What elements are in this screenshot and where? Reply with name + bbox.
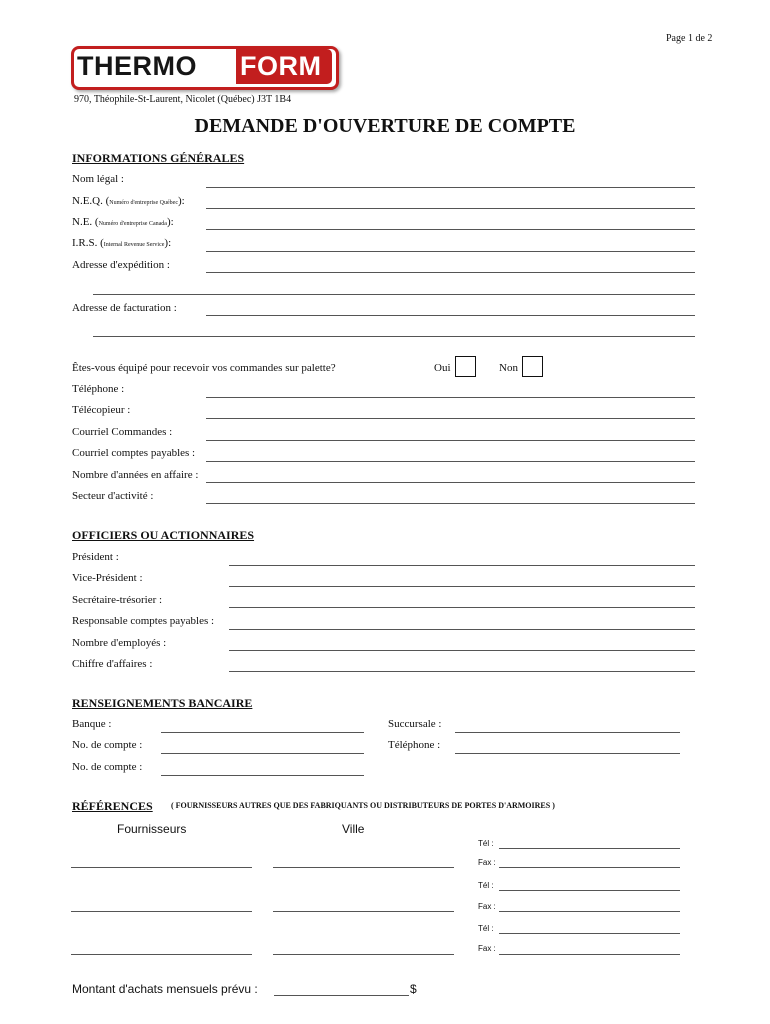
field-nombre-annees[interactable]: [206, 482, 695, 483]
label-nombre-annees: Nombre d'années en affaire :: [72, 469, 199, 481]
field-ref2-tel[interactable]: [499, 890, 680, 891]
field-vice-president[interactable]: [229, 586, 695, 587]
column-fournisseurs: Fournisseurs: [117, 822, 187, 836]
label-bank-telephone: Téléphone :: [388, 739, 441, 751]
references-note: ( FOURNISSEURS AUTRES QUE DES FABRIQUANTS OU DISTRIBUTEURS DE PORTES D'ARMOIRES ): [171, 801, 555, 810]
label-secteur: Secteur d'activité :: [72, 490, 154, 502]
field-banque[interactable]: [161, 732, 364, 733]
field-irs[interactable]: [206, 251, 695, 252]
label-adresse-expedition: Adresse d'expédition :: [72, 259, 170, 271]
field-neq[interactable]: [206, 208, 695, 209]
section-references-heading: RÉFÉRENCES: [72, 799, 153, 813]
label-ref2-tel: Tél :: [478, 881, 494, 890]
label-succursale: Succursale :: [388, 718, 442, 730]
field-telecopieur[interactable]: [206, 418, 695, 419]
section-general-heading: INFORMATIONS GÉNÉRALES: [72, 151, 245, 165]
field-ref1-fax[interactable]: [499, 867, 680, 868]
label-telephone: Téléphone :: [72, 383, 125, 395]
field-responsable[interactable]: [229, 629, 695, 630]
field-ref3-tel[interactable]: [499, 933, 680, 934]
field-ne[interactable]: [206, 229, 695, 230]
field-secretaire[interactable]: [229, 607, 695, 608]
field-ref2-ville[interactable]: [273, 911, 454, 912]
label-palette-question: Êtes-vous équipé pour recevoir vos commandes sur palette?: [72, 362, 336, 374]
field-ref2-fax[interactable]: [499, 911, 680, 912]
label-vice-president: Vice-Président :: [72, 572, 143, 584]
checkbox-oui[interactable]: [455, 356, 476, 377]
field-adresse-facturation-2[interactable]: [93, 336, 695, 337]
label-president: Président :: [72, 551, 119, 563]
section-officers-heading: OFFICIERS OU ACTIONNAIRES: [72, 528, 255, 542]
page-title: DEMANDE D'OUVERTURE DE COMPTE: [194, 115, 576, 137]
field-chiffre[interactable]: [229, 671, 695, 672]
field-succursale[interactable]: [455, 732, 680, 733]
label-chiffre: Chiffre d'affaires :: [72, 658, 153, 670]
field-ref1-tel[interactable]: [499, 848, 680, 849]
label-courriel-commandes: Courriel Commandes :: [72, 426, 173, 438]
label-ref2-fax: Fax :: [478, 902, 496, 911]
field-ref1-ville[interactable]: [273, 867, 454, 868]
field-compte-2[interactable]: [161, 775, 364, 776]
field-adresse-expedition-2[interactable]: [93, 294, 695, 295]
field-courriel-payables[interactable]: [206, 461, 695, 462]
label-ref1-tel: Tél :: [478, 839, 494, 848]
company-address: 970, Théophile-St-Laurent, Nicolet (Québec) J3T 1B4: [74, 94, 292, 105]
logo-text-thermo: THERMO: [77, 51, 197, 81]
column-ville: Ville: [342, 822, 365, 836]
label-neq: N.E.Q. (Numéro d'entreprise Québec):: [72, 195, 185, 207]
field-adresse-expedition-1[interactable]: [206, 272, 695, 273]
label-irs: I.R.S. (Internal Revenue Service):: [72, 237, 172, 249]
label-employes: Nombre d'employés :: [72, 637, 167, 649]
label-non: Non: [499, 362, 518, 374]
label-ref3-tel: Tél :: [478, 924, 494, 933]
label-oui: Oui: [434, 362, 451, 374]
label-responsable: Responsable comptes payables :: [72, 615, 215, 627]
field-ref3-ville[interactable]: [273, 954, 454, 955]
label-adresse-facturation: Adresse de facturation :: [72, 302, 177, 314]
thermoform-logo: [71, 46, 339, 90]
label-telecopieur: Télécopieur :: [72, 404, 131, 416]
field-courriel-commandes[interactable]: [206, 440, 695, 441]
label-montant: Montant d'achats mensuels prévu :: [72, 982, 258, 996]
section-bank-heading: RENSEIGNEMENTS BANCAIRE: [72, 696, 253, 710]
field-president[interactable]: [229, 565, 695, 566]
field-montant[interactable]: [274, 995, 409, 996]
label-secretaire: Secrétaire-trésorier :: [72, 594, 163, 606]
field-bank-telephone[interactable]: [455, 753, 680, 754]
checkbox-non[interactable]: [522, 356, 543, 377]
label-banque: Banque :: [72, 718, 112, 730]
label-compte-2: No. de compte :: [72, 761, 143, 773]
label-nom-legal: Nom légal :: [72, 173, 124, 185]
page-indicator: Page 1 de 2: [666, 33, 713, 44]
currency-symbol: $: [410, 982, 417, 996]
label-ne: N.E. (Numéro d'entreprise Canada):: [72, 216, 174, 228]
field-ref1-fournisseur[interactable]: [71, 867, 252, 868]
label-compte-1: No. de compte :: [72, 739, 143, 751]
field-employes[interactable]: [229, 650, 695, 651]
label-courriel-payables: Courriel comptes payables :: [72, 447, 196, 459]
field-ref3-fournisseur[interactable]: [71, 954, 252, 955]
field-nom-legal[interactable]: [206, 187, 695, 188]
field-telephone[interactable]: [206, 397, 695, 398]
logo-text-form: FORM: [240, 51, 322, 81]
field-ref3-fax[interactable]: [499, 954, 680, 955]
label-ref1-fax: Fax :: [478, 858, 496, 867]
field-compte-1[interactable]: [161, 753, 364, 754]
label-ref3-fax: Fax :: [478, 944, 496, 953]
field-adresse-facturation-1[interactable]: [206, 315, 695, 316]
field-secteur[interactable]: [206, 503, 695, 504]
field-ref2-fournisseur[interactable]: [71, 911, 252, 912]
